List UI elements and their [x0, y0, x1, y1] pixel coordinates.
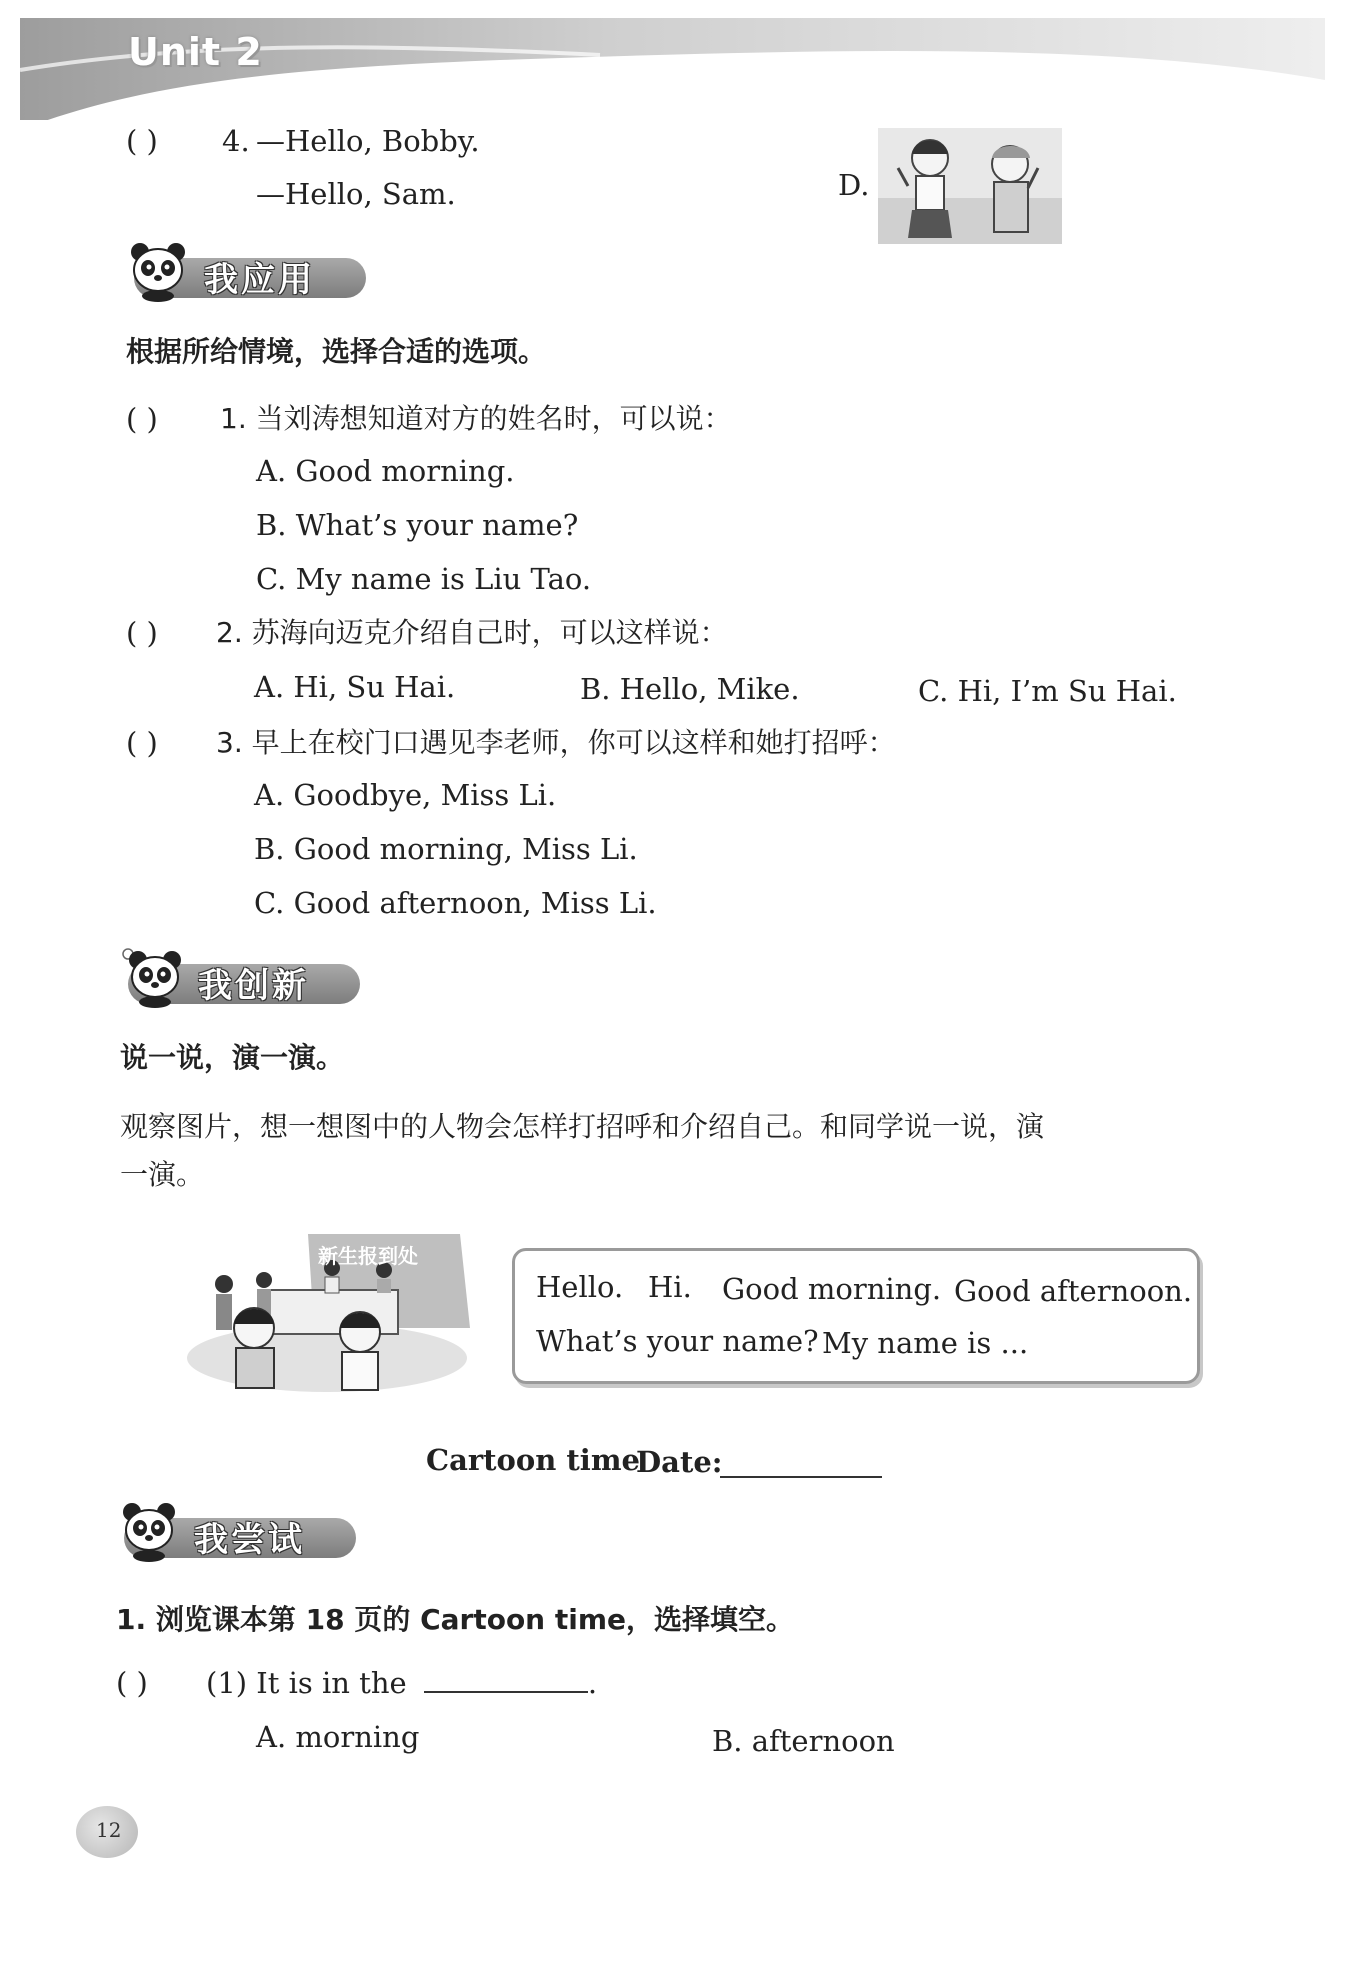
answer-paren[interactable]: ( )	[126, 402, 158, 436]
option-item[interactable]: A. Goodbye, Miss Li.	[254, 778, 557, 812]
unit-label: Unit 2	[128, 30, 263, 74]
section-banner-try	[116, 1500, 356, 1562]
word-box	[512, 1248, 1200, 1384]
option-item[interactable]: B. afternoon	[712, 1724, 895, 1758]
section-title: 说一说，演一演。	[120, 1041, 345, 1074]
section-banner-apply	[126, 240, 366, 302]
stem-text: (1) It is in the	[206, 1666, 407, 1700]
panda-icon	[116, 1500, 182, 1562]
option-item[interactable]: A. Good morning.	[256, 454, 515, 488]
cartoon-time-title: Cartoon time	[426, 1443, 640, 1477]
section-banner-create	[120, 946, 360, 1008]
banner-label: 我创新	[198, 966, 309, 1006]
instruction-line: 观察图片，想一想图中的人物会怎样打招呼和介绍自己。和同学说一说，演	[120, 1110, 1045, 1143]
word-box-phrase: Good morning.	[722, 1272, 942, 1306]
word-box-phrase: Hello.	[536, 1270, 624, 1304]
option-letter: D.	[838, 168, 870, 202]
option-item[interactable]: C. Hi, I’m Su Hai.	[918, 674, 1177, 708]
section-instruction: 1. 浏览课本第 18 页的 Cartoon time，选择填空。	[116, 1603, 795, 1636]
option-item[interactable]: A. Hi, Su Hai.	[254, 670, 456, 704]
date-label: Date:	[636, 1445, 723, 1479]
option-item[interactable]: B. What’s your name?	[256, 508, 579, 542]
instruction-line: 一演。	[120, 1158, 205, 1191]
registration-scene-illustration	[184, 1228, 470, 1394]
option-item[interactable]: B. Hello, Mike.	[580, 672, 800, 706]
answer-paren[interactable]: ( )	[126, 616, 158, 650]
section-instruction: 根据所给情境，选择合适的选项。	[126, 335, 547, 368]
greeting-children-illustration	[878, 128, 1062, 244]
stem-period: .	[587, 1666, 598, 1700]
option-item[interactable]: B. Good morning, Miss Li.	[254, 832, 638, 866]
fill-blank[interactable]	[424, 1667, 588, 1693]
dialogue-line: —Hello, Bobby.	[256, 124, 480, 158]
page-number: 12	[96, 1818, 122, 1842]
answer-paren[interactable]: ( )	[126, 726, 158, 760]
dialogue-line: —Hello, Sam.	[256, 177, 456, 211]
word-box-phrase: My name is ...	[822, 1326, 1029, 1360]
word-box-phrase: Good afternoon.	[954, 1274, 1193, 1308]
panda-icon	[126, 240, 192, 302]
question-stem	[206, 1666, 597, 1700]
option-item[interactable]: A. morning	[256, 1720, 420, 1754]
registration-sign: 新生报到处	[318, 1244, 418, 1268]
banner-label: 我尝试	[194, 1520, 305, 1560]
question-number: 4.	[222, 124, 250, 158]
question-stem: 2. 苏海向迈克介绍自己时，可以这样说：	[216, 616, 728, 649]
answer-paren[interactable]: ( )	[116, 1666, 148, 1700]
date-field[interactable]	[720, 1476, 882, 1478]
question-stem: 1. 当刘涛想知道对方的姓名时，可以说：	[220, 402, 732, 435]
word-box-phrase: Hi.	[648, 1270, 692, 1304]
panda-icon	[120, 946, 186, 1008]
banner-label: 我应用	[204, 260, 315, 300]
question-stem: 3. 早上在校门口遇见李老师，你可以这样和她打招呼：	[216, 726, 896, 759]
answer-paren[interactable]: ( )	[126, 124, 158, 158]
word-box-phrase: What’s your name?	[536, 1324, 819, 1358]
option-item[interactable]: C. Good afternoon, Miss Li.	[254, 886, 657, 920]
option-item[interactable]: C. My name is Liu Tao.	[256, 562, 592, 596]
